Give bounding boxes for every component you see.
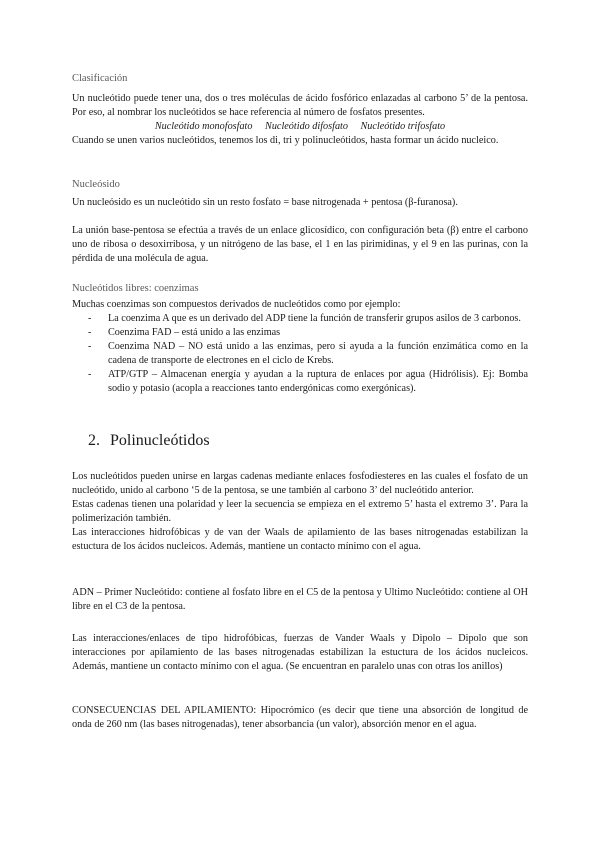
polinucleotidos-paragraph-6: CONSECUENCIAS DEL APILAMIENTO: Hipocrómico (es decir que tiene una absorción de longitud de onda de 260 nm (las bases nitrogenadas), tener absorbancia (un valor), absorción menor en el agua. xyxy=(72,705,528,730)
list-item: - ATP/GTP – Almacenan energía y ayudan a la ruptura de enlaces por agua (Hidrólisis). Ej: Bomba sodio y potasio (acopla a reacciones tanto endergónicas como exergónicas). xyxy=(72,368,528,396)
coenzimas-list xyxy=(72,312,528,396)
type-monofosfato: Nucleótido monofosfato xyxy=(154,121,253,132)
coenzimas-intro: Muchas coenzimas son compuestos derivados de nucleótidos como por ejemplo: xyxy=(72,299,401,310)
polinucleotidos-paragraph-5: Las interacciones/enlaces de tipo hidrofóbicas, fuerzas de Vander Waals y Dipolo – Dipolo que son interacciones por apilamiento de las bases nitrogenadas estabilizan la estuctura de los ácidos nucleicos. Además, mantiene un contacto mínimo con el agua. (Se encuentran en paralelo unas con otras los anillos) xyxy=(72,633,528,672)
nucleosido-definition: Un nucleósido es un nucleótido sin un resto fosfato = base nitrogenada + pentosa (β-furanosa). xyxy=(72,197,458,208)
clasificacion-block xyxy=(72,92,528,148)
clasificacion-paragraph-2: Cuando se unen varios nucleótidos, tenemos los di, tri y polinucleótidos, hasta formar un ácido nucleico. xyxy=(72,135,499,146)
polinucleotidos-paragraph-1: Los nucleótidos pueden unirse en largas cadenas mediante enlaces fosfodiesteres en las cuales el fosfato de un nucleótido, unido al carbono ‘5 de la pentosa, se une también al carbono 3’ del nucleótido anterior. xyxy=(72,471,528,496)
polinucleotidos-paragraph-3: Las interacciones hidrofóbicas y de van der Waals de apilamiento de las bases nitrogenadas estabilizan la estuctura de los ácidos nucleicos. Además, mantiene un contacto mínimo con el agua. xyxy=(72,527,528,552)
type-difosfato: Nucleótido difosfato xyxy=(265,121,348,132)
type-trifosfato: Nucleótido trifosfato xyxy=(360,121,446,132)
list-item: - Coenzima NAD – NO está unido a las enzimas, pero si ayuda a la función enzimática como en la cadena de transporte de electrones en el ciclo de Krebs. xyxy=(72,340,528,368)
list-item: - La coenzima A que es un derivado del ADP tiene la función de transferir grupos asilos de 3 carbonos. xyxy=(72,312,528,326)
coenzimas-heading: Nucleótidos libres: coenzimas xyxy=(72,283,199,294)
nucleosido-heading: Nucleósido xyxy=(72,179,120,190)
nucleotide-types xyxy=(72,120,528,134)
clasificacion-paragraph: Un nucleótido puede tener una, dos o tres moléculas de ácido fosfórico enlazadas al carbono 5’ de la pentosa. Por eso, al nombrar los nucleótidos se hace referencia al número de fosfatos presentes. xyxy=(72,93,528,118)
polinucleotidos-paragraph-4: ADN – Primer Nucleótido: contiene al fosfato libre en el C5 de la pentosa y Ultimo Nucleótido: contiene al OH libre en el C3 de la pentosa. xyxy=(72,587,528,612)
section-number: 2. xyxy=(88,432,100,449)
nucleosido-paragraph: La unión base-pentosa se efectúa a través de un enlace glicosídico, con configuración beta (β) entre el carbono uno de ribosa o desoxirribosa, y un nitrógeno de las base, el 1 en las pirimidinas, y el 9 en las purinas, con la pérdida de una molécula de agua. xyxy=(72,225,528,264)
section-heading-polinucleotidos xyxy=(88,434,210,448)
list-item: - Coenzima FAD – está unido a las enzimas xyxy=(72,326,528,340)
coenzimas-block xyxy=(72,298,528,396)
polinucleotidos-paragraph-2: Estas cadenas tienen una polaridad y leer la secuencia se empieza en el extremo 5’ hasta el extremo 3’. Para la polimerización también. xyxy=(72,499,528,524)
clasificacion-heading: Clasificación xyxy=(72,73,128,84)
polinucleotidos-block-1 xyxy=(72,470,528,554)
section-title: Polinucleótidos xyxy=(110,432,210,449)
